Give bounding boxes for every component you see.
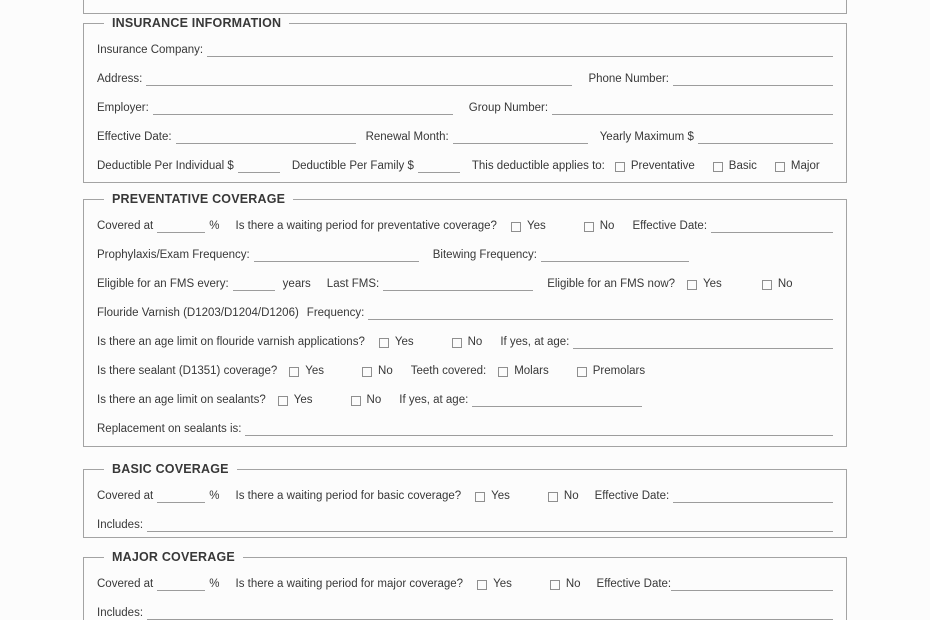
major-includes-label: Includes:	[97, 607, 144, 619]
section-title: INSURANCE INFORMATION	[104, 16, 289, 30]
preventative-covered-percent-field[interactable]	[157, 220, 205, 233]
previous-section-box-bottom	[83, 0, 847, 14]
no-label: No	[467, 336, 483, 348]
age-limit-sealants-label: Is there an age limit on sealants?	[97, 394, 266, 406]
deductible-preventative-label: Preventative	[630, 160, 695, 172]
fms-every-label: Eligible for an FMS every:	[97, 278, 229, 290]
row-frequencies	[97, 233, 833, 262]
section-insurance-information	[83, 16, 847, 183]
section-preventative-coverage	[83, 192, 847, 447]
section-title: MAJOR COVERAGE	[104, 550, 243, 564]
fms-now-no-checkbox[interactable]	[762, 280, 772, 290]
prophylaxis-frequency-field[interactable]	[254, 249, 419, 262]
deductible-basic-label: Basic	[728, 160, 757, 172]
preventative-effective-date-field[interactable]	[711, 220, 833, 233]
yes-label: Yes	[491, 490, 510, 502]
fms-every-years-field[interactable]	[233, 278, 275, 291]
row-basic-includes	[97, 503, 833, 532]
covered-at-label: Covered at	[97, 220, 154, 232]
address-label: Address:	[97, 73, 143, 85]
yes-label: Yes	[493, 578, 512, 590]
row-insurance-company	[97, 28, 833, 57]
deductible-applies-label: This deductible applies to:	[471, 160, 605, 172]
address-field[interactable]	[146, 73, 572, 86]
deductible-family-field[interactable]	[418, 160, 460, 173]
yes-label: Yes	[703, 278, 722, 290]
basic-includes-label: Includes:	[97, 519, 144, 531]
renewal-month-field[interactable]	[453, 131, 588, 144]
effective-date-label: Effective Date:	[97, 131, 172, 143]
last-fms-label: Last FMS:	[326, 278, 380, 290]
frequency-label: Frequency:	[306, 307, 365, 319]
percent-label: %	[209, 220, 220, 232]
insurance-company-label: Insurance Company:	[97, 44, 204, 56]
row-effective-renewal-max	[97, 115, 833, 144]
sealant-age-field[interactable]	[472, 394, 642, 407]
deductible-major-label: Major	[790, 160, 820, 172]
replacement-sealants-field[interactable]	[245, 423, 833, 436]
major-waiting-no-checkbox[interactable]	[550, 580, 560, 590]
prophylaxis-frequency-label: Prophylaxis/Exam Frequency:	[97, 249, 250, 261]
no-label: No	[378, 365, 393, 377]
deductible-individual-field[interactable]	[238, 160, 280, 173]
employer-field[interactable]	[153, 102, 453, 115]
sealant-coverage-yes-checkbox[interactable]	[289, 367, 299, 377]
yes-label: Yes	[305, 365, 325, 377]
yes-label: Yes	[293, 394, 313, 406]
deductible-individual-label: Deductible Per Individual $	[97, 160, 234, 172]
major-waiting-label: Is there a waiting period for major coverage?	[235, 578, 464, 590]
bitewing-frequency-label: Bitewing Frequency:	[432, 249, 537, 261]
major-covered-percent-field[interactable]	[157, 578, 205, 591]
section-title: PREVENTATIVE COVERAGE	[104, 192, 293, 206]
covered-at-label: Covered at	[97, 578, 154, 590]
row-flouride-varnish	[97, 291, 833, 320]
row-address-phone	[97, 57, 833, 86]
yes-label: Yes	[526, 220, 546, 232]
row-deductibles	[97, 144, 833, 173]
row-sealant-coverage	[97, 349, 833, 378]
major-effective-date-field[interactable]	[671, 578, 833, 591]
molars-label: Molars	[514, 365, 549, 377]
teeth-molars-checkbox[interactable]	[498, 367, 508, 377]
sealant-coverage-no-checkbox[interactable]	[362, 367, 372, 377]
yearly-maximum-label: Yearly Maximum $	[599, 131, 694, 143]
row-major-includes	[97, 591, 833, 620]
no-label: No	[565, 578, 581, 590]
sealant-age-limit-yes-checkbox[interactable]	[278, 396, 288, 406]
varnish-age-field[interactable]	[573, 336, 833, 349]
sealant-age-limit-no-checkbox[interactable]	[351, 396, 361, 406]
basic-waiting-yes-checkbox[interactable]	[475, 492, 485, 502]
teeth-premolars-checkbox[interactable]	[577, 367, 587, 377]
row-sealant-age-limit	[97, 378, 833, 407]
insurance-company-field[interactable]	[207, 44, 833, 57]
teeth-covered-label: Teeth covered:	[410, 365, 487, 377]
deductible-basic-checkbox[interactable]	[713, 162, 723, 172]
employer-label: Employer:	[97, 102, 149, 114]
last-fms-field[interactable]	[383, 278, 533, 291]
age-limit-varnish-label: Is there an age limit on flouride varnish applications?	[97, 336, 365, 348]
row-preventative-covered	[97, 204, 833, 233]
percent-label: %	[209, 578, 220, 590]
basic-effective-date-field[interactable]	[673, 490, 833, 503]
effective-date-field[interactable]	[176, 131, 356, 144]
group-number-field[interactable]	[552, 102, 833, 115]
varnish-age-limit-yes-checkbox[interactable]	[379, 338, 389, 348]
no-label: No	[563, 490, 579, 502]
section-title: BASIC COVERAGE	[104, 462, 237, 476]
major-includes-field[interactable]	[147, 607, 833, 620]
row-varnish-age-limit	[97, 320, 833, 349]
row-fms	[97, 262, 833, 291]
preventative-waiting-no-checkbox[interactable]	[584, 222, 594, 232]
basic-covered-percent-field[interactable]	[157, 490, 205, 503]
section-basic-coverage	[83, 462, 847, 538]
row-major-covered	[97, 562, 833, 591]
deductible-family-label: Deductible Per Family $	[291, 160, 414, 172]
phone-number-field[interactable]	[673, 73, 833, 86]
deductible-preventative-checkbox[interactable]	[615, 162, 625, 172]
basic-waiting-label: Is there a waiting period for basic coverage?	[235, 490, 462, 502]
group-number-label: Group Number:	[468, 102, 549, 114]
flouride-frequency-field[interactable]	[368, 307, 833, 320]
preventative-waiting-yes-checkbox[interactable]	[511, 222, 521, 232]
basic-effective-date-label: Effective Date:	[594, 490, 670, 502]
basic-waiting-no-checkbox[interactable]	[548, 492, 558, 502]
percent-label: %	[209, 490, 220, 502]
flouride-varnish-label: Flouride Varnish (D1203/D1204/D1206)	[97, 307, 299, 319]
row-basic-covered	[97, 474, 833, 503]
major-waiting-yes-checkbox[interactable]	[477, 580, 487, 590]
row-replacement-sealants	[97, 407, 833, 436]
major-effective-date-label: Effective Date:	[596, 578, 672, 590]
phone-number-label: Phone Number:	[588, 73, 669, 85]
premolars-label: Premolars	[592, 365, 646, 377]
varnish-if-yes-age-label: If yes, at age:	[500, 336, 570, 348]
yearly-maximum-field[interactable]	[698, 131, 833, 144]
years-label: years	[282, 278, 311, 290]
replacement-sealants-label: Replacement on sealants is:	[97, 423, 242, 435]
basic-includes-field[interactable]	[147, 519, 833, 532]
no-label: No	[777, 278, 793, 290]
deductible-major-checkbox[interactable]	[775, 162, 785, 172]
fms-now-yes-checkbox[interactable]	[687, 280, 697, 290]
preventative-waiting-label: Is there a waiting period for preventative coverage?	[235, 220, 497, 232]
preventative-effective-date-label: Effective Date:	[632, 220, 708, 232]
section-major-coverage	[83, 550, 847, 620]
sealant-coverage-label: Is there sealant (D1351) coverage?	[97, 365, 278, 377]
yes-label: Yes	[394, 336, 414, 348]
row-employer-group	[97, 86, 833, 115]
no-label: No	[599, 220, 615, 232]
covered-at-label: Covered at	[97, 490, 154, 502]
renewal-month-label: Renewal Month:	[365, 131, 449, 143]
sealant-if-yes-age-label: If yes, at age:	[399, 394, 469, 406]
varnish-age-limit-no-checkbox[interactable]	[452, 338, 462, 348]
no-label: No	[366, 394, 382, 406]
bitewing-frequency-field[interactable]	[541, 249, 689, 262]
fms-now-label: Eligible for an FMS now?	[547, 278, 676, 290]
